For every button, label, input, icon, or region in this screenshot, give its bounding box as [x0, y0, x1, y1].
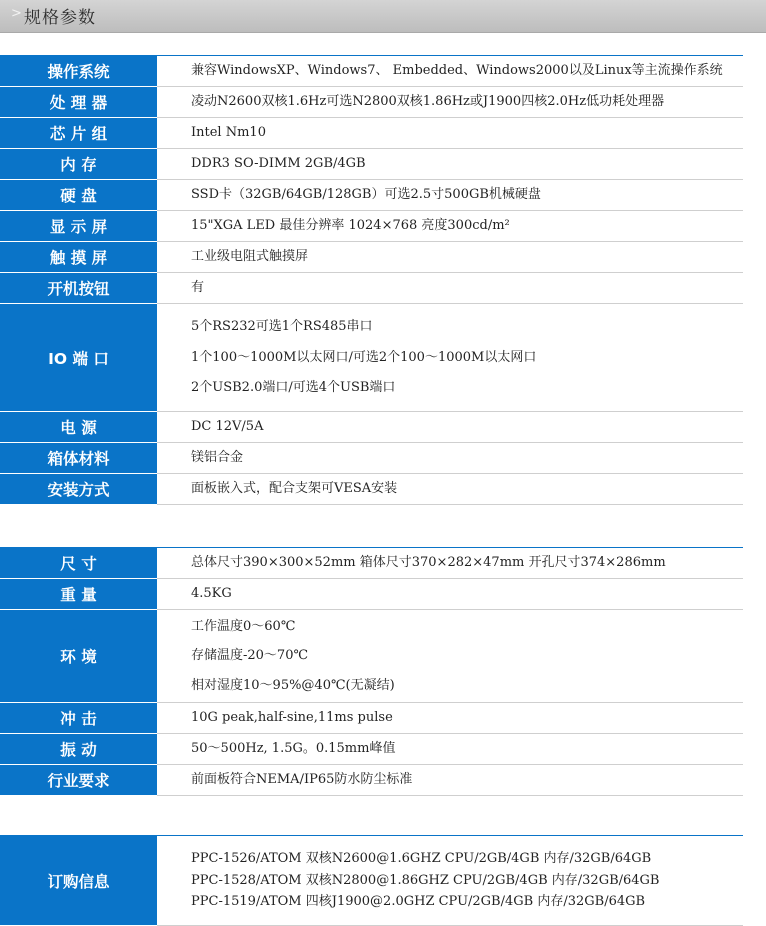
row-label: 振 动: [0, 734, 157, 765]
row-label: 订购信息: [0, 836, 157, 926]
table-row: [0, 610, 743, 703]
table-row: [0, 180, 743, 211]
row-value: 兼容WindowsXP、Windows7、 Embedded、Windows2000以及Linux等主流操作系统: [191, 63, 723, 79]
row-label: 显 示 屏: [0, 211, 157, 242]
row-label: IO 端 口: [0, 304, 157, 412]
row-label: 内 存: [0, 149, 157, 180]
row-value: 50～500Hz, 1.5G。0.15mm峰值: [191, 741, 396, 757]
row-value: Intel Nm10: [191, 125, 266, 141]
row-value: 15"XGA LED 最佳分辨率 1024×768 亮度300cd/m²: [191, 218, 510, 234]
row-value: 前面板符合NEMA/IP65防水防尘标准: [191, 772, 413, 788]
row-values: [157, 548, 743, 579]
row-label: 重 量: [0, 579, 157, 610]
row-values: [157, 734, 743, 765]
row-value: 总体尺寸390×300×52mm 箱体尺寸370×282×47mm 开孔尺寸374×286mm: [191, 555, 666, 571]
row-values: [157, 474, 743, 505]
row-value: 5个RS232可选1个RS485串口: [191, 319, 373, 335]
row-value: 镁铝合金: [191, 450, 244, 466]
table-row: [0, 474, 743, 505]
row-label: 操作系统: [0, 56, 157, 87]
row-value: 工业级电阻式触摸屏: [191, 249, 309, 265]
row-value: 10G peak,half-sine,11ms pulse: [191, 710, 393, 726]
row-value: DC 12V/5A: [191, 419, 264, 435]
row-label: 箱体材料: [0, 443, 157, 474]
row-values: [157, 412, 743, 443]
row-value: PPC-1519/ATOM 四核J1900@2.0GHZ CPU/2GB/4GB 内存/32GB/64GB: [191, 894, 646, 910]
row-label: 冲 击: [0, 703, 157, 734]
row-label: 电 源: [0, 412, 157, 443]
table-row: [0, 836, 743, 926]
row-label: 尺 寸: [0, 548, 157, 579]
row-values: [157, 304, 743, 412]
table-row: [0, 412, 743, 443]
table-row: [0, 734, 743, 765]
row-value: 工作温度0～60℃: [191, 618, 296, 634]
row-values: [157, 836, 743, 926]
row-value: DDR3 SO-DIMM 2GB/4GB: [191, 156, 366, 172]
table-row: [0, 703, 743, 734]
row-label: 触 摸 屏: [0, 242, 157, 273]
row-values: [157, 443, 743, 474]
row-values: [157, 118, 743, 149]
row-value: 凌动N2600双核1.6Hz可选N2800双核1.86Hz或J1900四核2.0Hz低功耗处理器: [191, 94, 665, 110]
row-value: 面板嵌入式，配合支架可VESA安装: [191, 481, 398, 497]
table-row: [0, 579, 743, 610]
table-row: [0, 87, 743, 118]
table-row: [0, 443, 743, 474]
row-value: SSD卡（32GB/64GB/128GB）可选2.5寸500GB机械硬盘: [191, 187, 541, 203]
row-value: 存储温度-20～70℃: [191, 648, 309, 664]
chevron-right-icon: >: [11, 6, 22, 21]
table-row: [0, 765, 743, 796]
row-values: [157, 273, 743, 304]
row-value: PPC-1528/ATOM 双核N2800@1.86GHZ CPU/2GB/4GB 内存/32GB/64GB: [191, 872, 660, 888]
row-label: 行业要求: [0, 765, 157, 796]
row-label: 芯 片 组: [0, 118, 157, 149]
row-value: PPC-1526/ATOM 双核N2600@1.6GHZ CPU/2GB/4GB 内存/32GB/64GB: [191, 851, 652, 867]
table-row: [0, 273, 743, 304]
table-row: [0, 211, 743, 242]
row-values: [157, 765, 743, 796]
row-values: [157, 180, 743, 211]
row-values: [157, 242, 743, 273]
table-row: [0, 242, 743, 273]
row-value: 4.5KG: [191, 586, 232, 602]
table-row: [0, 56, 743, 87]
row-value: 1个100～1000M以太网口/可选2个100～1000M以太网口: [191, 349, 537, 365]
row-values: [157, 87, 743, 118]
row-value: 相对湿度10～95%@40℃(无凝结): [191, 677, 395, 693]
row-label: 处 理 器: [0, 87, 157, 118]
row-values: [157, 703, 743, 734]
row-label: 开机按钮: [0, 273, 157, 304]
row-label: 安装方式: [0, 474, 157, 505]
row-values: [157, 56, 743, 87]
row-values: [157, 610, 743, 703]
row-values: [157, 149, 743, 180]
table-row: [0, 118, 743, 149]
row-values: [157, 211, 743, 242]
table-row: [0, 304, 743, 412]
table-row: [0, 548, 743, 579]
table-row: [0, 149, 743, 180]
row-label: 硬 盘: [0, 180, 157, 211]
section-header: [0, 0, 766, 33]
row-value: 2个USB2.0端口/可选4个USB端口: [191, 380, 396, 396]
row-value: 有: [191, 280, 205, 296]
section-title: 规格参数: [24, 8, 96, 28]
row-label: 环 境: [0, 610, 157, 703]
row-values: [157, 579, 743, 610]
